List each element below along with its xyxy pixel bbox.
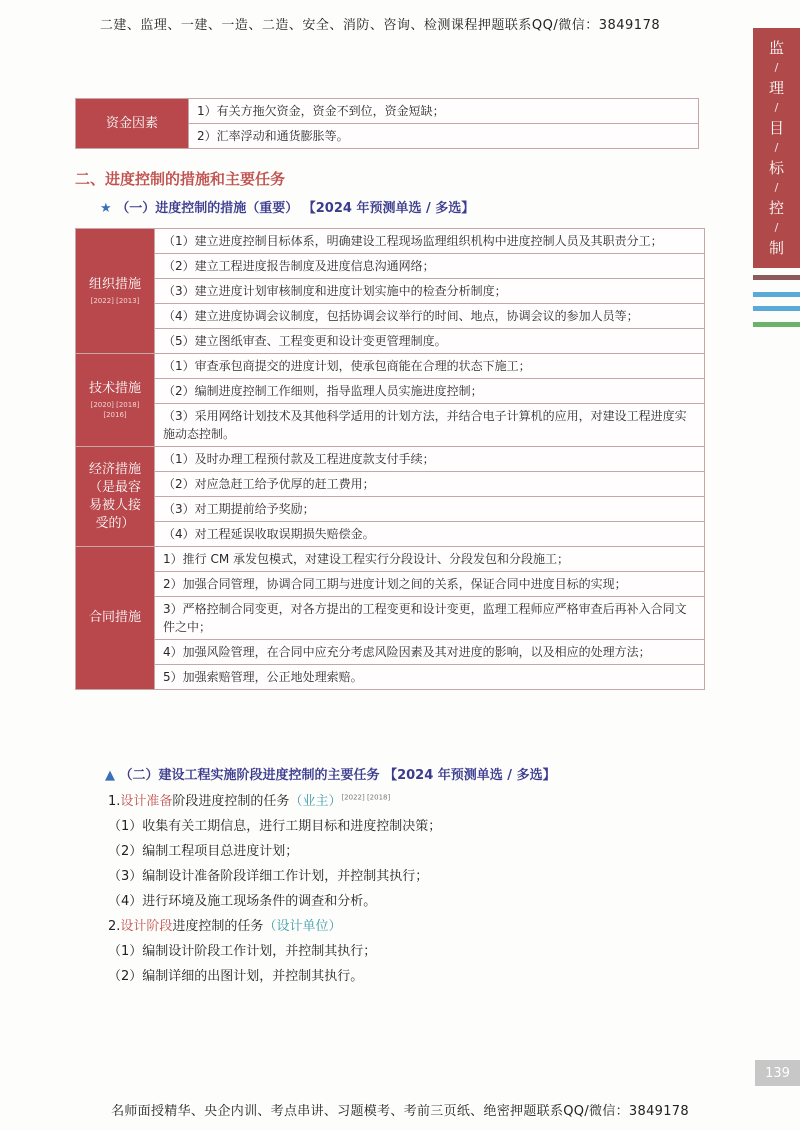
subsection-tasks-title bbox=[105, 764, 556, 783]
measure-category bbox=[76, 447, 155, 547]
exam-tag: 【2024 年预测单选 / 多选】 bbox=[384, 768, 556, 783]
section-title: 二、进度控制的措施和主要任务 bbox=[75, 170, 286, 188]
measure-item: 2）加强合同管理，协调合同工期与进度计划之间的关系，保证合同中进度目标的实现； bbox=[155, 572, 705, 597]
funding-item: 1）有关方拖欠资金，资金不到位，资金短缺； bbox=[189, 99, 699, 124]
task-heading bbox=[108, 790, 390, 809]
exam-years: [2022] [2013] bbox=[90, 297, 140, 305]
task-item: （4）进行环境及施工现场条件的调查和分析。 bbox=[108, 894, 377, 909]
measure-category bbox=[76, 229, 155, 354]
star-icon: ★ bbox=[100, 201, 112, 216]
side-tab-char: 制 bbox=[768, 239, 784, 257]
funding-factors-table bbox=[75, 98, 699, 149]
measure-item: （1）及时办理工程预付款及工程进度款支付手续； bbox=[155, 447, 705, 472]
side-tab-char: 目 bbox=[768, 119, 784, 137]
exam-tag: 【2024 年预测单选 / 多选】 bbox=[302, 201, 475, 216]
task-suffix: 进度控制的任务 bbox=[172, 919, 264, 934]
side-tab-char: 控 bbox=[768, 199, 784, 217]
measure-item: （3）建立进度计划审核制度和进度计划实施中的检查分析制度； bbox=[155, 279, 705, 304]
task-item: （3）编制设计准备阶段详细工作计划，并控制其执行； bbox=[108, 869, 429, 884]
subsection-measures-title bbox=[100, 197, 474, 216]
measure-category bbox=[76, 547, 155, 690]
task-item: （2）编制工程项目总进度计划； bbox=[108, 844, 299, 859]
measure-item: 4）加强风险管理，在合同中应充分考虑风险因素及其对进度的影响，以及相应的处理方法； bbox=[155, 640, 705, 665]
measure-item: 3）严格控制合同变更，对各方提出的工程变更和设计变更，监理工程师应严格审查后再补入合同文件之中； bbox=[155, 597, 705, 640]
measure-item: （2）对应急赶工给予优厚的赶工费用； bbox=[155, 472, 705, 497]
subsection-title-text: （二）建设工程实施阶段进度控制的主要任务 bbox=[119, 768, 380, 783]
task-stage: 设计准备 bbox=[120, 794, 173, 809]
task-suffix: 阶段进度控制的任务 bbox=[172, 794, 290, 809]
task-stage: 设计阶段 bbox=[120, 919, 173, 934]
exam-years: [2022] [2018] bbox=[341, 793, 391, 802]
task-number: 2. bbox=[108, 919, 121, 934]
measure-item: （1）建立进度控制目标体系，明确建设工程现场监理组织机构中进度控制人员及其职责分工； bbox=[155, 229, 705, 254]
measure-item: （5）建立图纸审查、工程变更和设计变更管理制度。 bbox=[155, 329, 705, 354]
task-item: （2）编制详细的出图计划，并控制其执行。 bbox=[108, 969, 364, 984]
measure-item: 1）推行 CM 承发包模式，对建设工程实行分段设计、分段发包和分段施工； bbox=[155, 547, 705, 572]
measure-item: （2）建立工程进度报告制度及进度信息沟通网络； bbox=[155, 254, 705, 279]
side-tab-char: 理 bbox=[768, 79, 784, 97]
measure-item: （4）建立进度协调会议制度，包括协调会议举行的时间、地点，协调会议的参加人员等； bbox=[155, 304, 705, 329]
category-label: 经济措施（是最容易被人接受的） bbox=[88, 461, 141, 531]
measure-item: （2）编制进度控制工作细则，指导监理人员实施进度控制； bbox=[155, 379, 705, 404]
measure-item: （1）审查承包商提交的进度计划，使承包商能在合理的状态下施工； bbox=[155, 354, 705, 379]
header-banner: 二建、监理、一建、一造、二造、安全、消防、咨询、检测课程押题联系QQ/微信：3849178 bbox=[99, 18, 661, 33]
category-label: 合同措施 bbox=[88, 610, 141, 625]
measure-item: （3）对工期提前给予奖励； bbox=[155, 497, 705, 522]
task-role: （设计单位） bbox=[263, 919, 342, 934]
exam-years: [2020] [2018] [2016] bbox=[90, 401, 140, 419]
task-heading bbox=[108, 915, 341, 934]
footer-banner: 名师面授精华、央企内训、考点串讲、习题模考、考前三页纸、绝密押题联系QQ/微信：3849178 bbox=[111, 1104, 689, 1119]
task-number: 1. bbox=[108, 794, 121, 809]
measure-item: （4）对工程延误收取误期损失赔偿金。 bbox=[155, 522, 705, 547]
measures-table bbox=[75, 228, 705, 690]
side-tab-char: 监 bbox=[768, 39, 784, 57]
subsection-title-text: （一）进度控制的措施（重要） bbox=[116, 201, 299, 216]
funding-category: 资金因素 bbox=[76, 99, 189, 149]
color-stripe bbox=[753, 275, 800, 280]
category-label: 技术措施 bbox=[88, 381, 141, 396]
funding-item: 2）汇率浮动和通货膨胀等。 bbox=[189, 124, 699, 149]
chapter-side-tab: 监 / 理 / 目 / 标 / 控 / 制 bbox=[753, 28, 800, 268]
side-tab-char: 标 bbox=[768, 159, 784, 177]
measure-item: （3）采用网络计划技术及其他科学适用的计划方法，并结合电子计算机的应用，对建设工程进度实施动态控制。 bbox=[155, 404, 705, 447]
page-number: 139 bbox=[755, 1060, 800, 1086]
measure-item: 5）加强索赔管理，公正地处理索赔。 bbox=[155, 665, 705, 690]
task-item: （1）收集有关工期信息，进行工期目标和进度控制决策； bbox=[108, 819, 442, 834]
measure-category bbox=[76, 354, 155, 447]
color-stripe bbox=[753, 292, 800, 297]
color-stripe bbox=[753, 306, 800, 311]
color-stripe bbox=[753, 322, 800, 327]
task-role: （业主） bbox=[289, 794, 342, 809]
category-label: 组织措施 bbox=[88, 277, 141, 292]
triangle-icon: ▲ bbox=[105, 768, 115, 783]
task-item: （1）编制设计阶段工作计划，并控制其执行； bbox=[108, 944, 377, 959]
